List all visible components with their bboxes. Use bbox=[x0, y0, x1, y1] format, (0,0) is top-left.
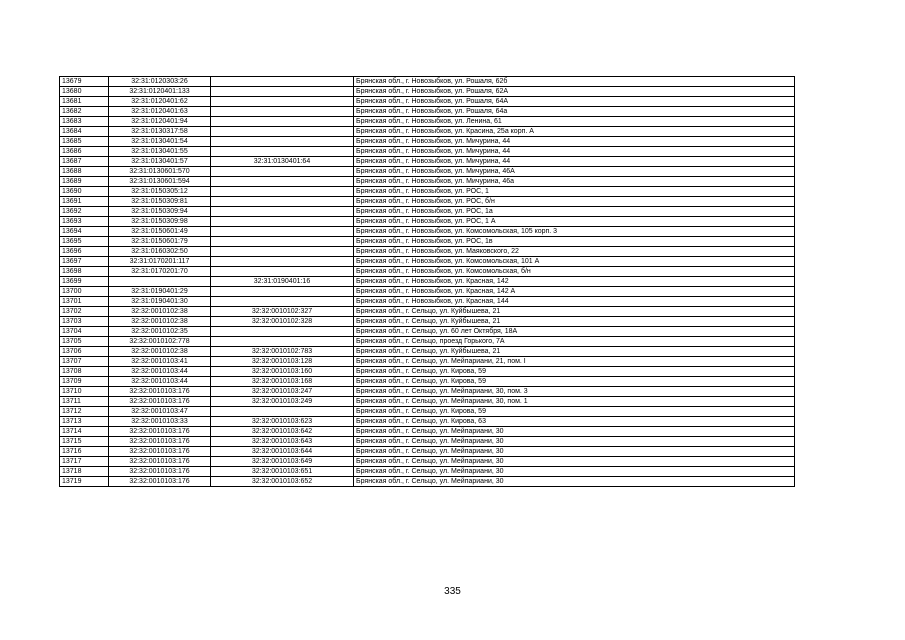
address-cell: Брянская обл., г. Новозыбков, ул. Рошаля, 64А bbox=[354, 97, 795, 107]
table-row bbox=[60, 257, 795, 267]
related-cadastral-number-cell bbox=[211, 77, 354, 87]
row-number-cell: 13717 bbox=[60, 457, 109, 467]
table-row bbox=[60, 327, 795, 337]
address-cell: Брянская обл., г. Сельцо, ул. Мейпариани, 30 bbox=[354, 437, 795, 447]
related-cadastral-number-cell bbox=[211, 327, 354, 337]
row-number-cell: 13711 bbox=[60, 397, 109, 407]
table-row bbox=[60, 457, 795, 467]
table-row bbox=[60, 387, 795, 397]
related-cadastral-number-cell: 32:32:0010103:247 bbox=[211, 387, 354, 397]
related-cadastral-number-cell bbox=[211, 237, 354, 247]
cadastral-number-cell: 32:31:0120401:62 bbox=[109, 97, 211, 107]
related-cadastral-number-cell bbox=[211, 227, 354, 237]
row-number-cell: 13690 bbox=[60, 187, 109, 197]
cadastral-number-cell bbox=[109, 277, 211, 287]
related-cadastral-number-cell bbox=[211, 297, 354, 307]
address-cell: Брянская обл., г. Сельцо, ул. Мейпариани, 30, пом. 1 bbox=[354, 397, 795, 407]
cadastral-number-cell: 32:32:0010103:176 bbox=[109, 477, 211, 487]
row-number-cell: 13694 bbox=[60, 227, 109, 237]
page-number: 335 bbox=[444, 586, 461, 597]
address-cell: Брянская обл., г. Сельцо, ул. Куйбышева, 21 bbox=[354, 317, 795, 327]
address-cell: Брянская обл., г. Сельцо, ул. Кирова, 59 bbox=[354, 377, 795, 387]
cadastral-number-cell: 32:31:0130317:58 bbox=[109, 127, 211, 137]
address-cell: Брянская обл., г. Сельцо, ул. Мейпариани, 30 bbox=[354, 427, 795, 437]
table-row bbox=[60, 157, 795, 167]
table-row bbox=[60, 277, 795, 287]
related-cadastral-number-cell: 32:32:0010103:249 bbox=[211, 397, 354, 407]
related-cadastral-number-cell bbox=[211, 177, 354, 187]
related-cadastral-number-cell: 32:32:0010103:643 bbox=[211, 437, 354, 447]
table-row bbox=[60, 307, 795, 317]
address-cell: Брянская обл., г. Сельцо, ул. Кирова, 63 bbox=[354, 417, 795, 427]
table-row bbox=[60, 317, 795, 327]
address-cell: Брянская обл., г. Новозыбков, ул. Красная, 142 bbox=[354, 277, 795, 287]
related-cadastral-number-cell bbox=[211, 127, 354, 137]
related-cadastral-number-cell: 32:32:0010102:783 bbox=[211, 347, 354, 357]
address-cell: Брянская обл., г. Новозыбков, ул. Рошаля, 62б bbox=[354, 77, 795, 87]
related-cadastral-number-cell: 32:32:0010103:168 bbox=[211, 377, 354, 387]
address-cell: Брянская обл., г. Сельцо, ул. Мейпариани, 30, пом. 3 bbox=[354, 387, 795, 397]
row-number-cell: 13716 bbox=[60, 447, 109, 457]
table-row bbox=[60, 227, 795, 237]
related-cadastral-number-cell bbox=[211, 167, 354, 177]
row-number-cell: 13681 bbox=[60, 97, 109, 107]
cadastral-number-cell: 32:32:0010103:33 bbox=[109, 417, 211, 427]
row-number-cell: 13686 bbox=[60, 147, 109, 157]
row-number-cell: 13700 bbox=[60, 287, 109, 297]
cadastral-number-cell: 32:31:0130601:570 bbox=[109, 167, 211, 177]
row-number-cell: 13695 bbox=[60, 237, 109, 247]
address-cell: Брянская обл., г. Сельцо, ул. Мейпариани, 30 bbox=[354, 477, 795, 487]
row-number-cell: 13688 bbox=[60, 167, 109, 177]
cadastral-number-cell: 32:32:0010102:38 bbox=[109, 347, 211, 357]
address-cell: Брянская обл., г. Сельцо, ул. Мейпариани, 21, пом. I bbox=[354, 357, 795, 367]
table-row bbox=[60, 127, 795, 137]
address-cell: Брянская обл., г. Новозыбков, ул. Мичурина, 46а bbox=[354, 177, 795, 187]
cadastral-number-cell: 32:32:0010103:176 bbox=[109, 437, 211, 447]
table-row bbox=[60, 147, 795, 157]
cadastral-number-cell: 32:31:0190401:29 bbox=[109, 287, 211, 297]
table-row bbox=[60, 187, 795, 197]
row-number-cell: 13687 bbox=[60, 157, 109, 167]
related-cadastral-number-cell: 32:32:0010103:651 bbox=[211, 467, 354, 477]
related-cadastral-number-cell bbox=[211, 207, 354, 217]
address-cell: Брянская обл., г. Новозыбков, ул. РОС, 1 А bbox=[354, 217, 795, 227]
related-cadastral-number-cell: 32:32:0010103:652 bbox=[211, 477, 354, 487]
related-cadastral-number-cell bbox=[211, 87, 354, 97]
address-cell: Брянская обл., г. Новозыбков, ул. Мичурина, 44 bbox=[354, 157, 795, 167]
address-cell: Брянская обл., г. Новозыбков, ул. РОС, 1в bbox=[354, 237, 795, 247]
row-number-cell: 13713 bbox=[60, 417, 109, 427]
cadastral-number-cell: 32:31:0150309:98 bbox=[109, 217, 211, 227]
address-cell: Брянская обл., г. Сельцо, ул. Куйбышева, 21 bbox=[354, 307, 795, 317]
related-cadastral-number-cell: 32:31:0130401:64 bbox=[211, 157, 354, 167]
address-cell: Брянская обл., г. Новозыбков, ул. РОС, 1 bbox=[354, 187, 795, 197]
address-cell: Брянская обл., г. Сельцо, ул. Мейпариани, 30 bbox=[354, 467, 795, 477]
row-number-cell: 13679 bbox=[60, 77, 109, 87]
row-number-cell: 13719 bbox=[60, 477, 109, 487]
table-row bbox=[60, 207, 795, 217]
row-number-cell: 13702 bbox=[60, 307, 109, 317]
related-cadastral-number-cell: 32:32:0010103:128 bbox=[211, 357, 354, 367]
related-cadastral-number-cell: 32:32:0010103:642 bbox=[211, 427, 354, 437]
cadastral-number-cell: 32:31:0120401:94 bbox=[109, 117, 211, 127]
related-cadastral-number-cell bbox=[211, 137, 354, 147]
cadastral-number-cell: 32:32:0010103:176 bbox=[109, 427, 211, 437]
row-number-cell: 13697 bbox=[60, 257, 109, 267]
row-number-cell: 13689 bbox=[60, 177, 109, 187]
table-row bbox=[60, 97, 795, 107]
row-number-cell: 13704 bbox=[60, 327, 109, 337]
row-number-cell: 13698 bbox=[60, 267, 109, 277]
row-number-cell: 13707 bbox=[60, 357, 109, 367]
related-cadastral-number-cell: 32:32:0010103:644 bbox=[211, 447, 354, 457]
row-number-cell: 13685 bbox=[60, 137, 109, 147]
address-cell: Брянская обл., г. Сельцо, ул. Мейпариани, 30 bbox=[354, 457, 795, 467]
row-number-cell: 13696 bbox=[60, 247, 109, 257]
related-cadastral-number-cell bbox=[211, 287, 354, 297]
cadastral-number-cell: 32:31:0150601:79 bbox=[109, 237, 211, 247]
table-row bbox=[60, 417, 795, 427]
address-cell: Брянская обл., г. Новозыбков, ул. Комсомольская, б/н bbox=[354, 267, 795, 277]
cadastral-number-cell: 32:31:0190401:30 bbox=[109, 297, 211, 307]
related-cadastral-number-cell: 32:31:0190401:16 bbox=[211, 277, 354, 287]
row-number-cell: 13691 bbox=[60, 197, 109, 207]
cadastral-number-cell: 32:32:0010102:38 bbox=[109, 317, 211, 327]
cadastral-number-cell: 32:32:0010103:176 bbox=[109, 387, 211, 397]
related-cadastral-number-cell: 32:32:0010103:160 bbox=[211, 367, 354, 377]
cadastral-number-cell: 32:31:0130401:57 bbox=[109, 157, 211, 167]
table-row bbox=[60, 377, 795, 387]
cadastral-number-cell: 32:31:0170201:117 bbox=[109, 257, 211, 267]
row-number-cell: 13701 bbox=[60, 297, 109, 307]
table-row bbox=[60, 267, 795, 277]
address-cell: Брянская обл., г. Сельцо, ул. Кирова, 59 bbox=[354, 367, 795, 377]
table-row bbox=[60, 217, 795, 227]
related-cadastral-number-cell bbox=[211, 337, 354, 347]
cadastral-number-cell: 32:32:0010103:176 bbox=[109, 457, 211, 467]
table-row bbox=[60, 117, 795, 127]
table-row bbox=[60, 357, 795, 367]
related-cadastral-number-cell bbox=[211, 197, 354, 207]
cadastral-number-cell: 32:31:0150601:49 bbox=[109, 227, 211, 237]
table-row bbox=[60, 247, 795, 257]
table-row bbox=[60, 337, 795, 347]
related-cadastral-number-cell bbox=[211, 147, 354, 157]
cadastral-number-cell: 32:32:0010103:176 bbox=[109, 447, 211, 457]
related-cadastral-number-cell bbox=[211, 267, 354, 277]
address-cell: Брянская обл., г. Новозыбков, ул. Мичурина, 44 bbox=[354, 147, 795, 157]
related-cadastral-number-cell: 32:32:0010102:327 bbox=[211, 307, 354, 317]
table-row bbox=[60, 447, 795, 457]
cadastral-number-cell: 32:32:0010102:778 bbox=[109, 337, 211, 347]
address-cell: Брянская обл., г. Сельцо, ул. 60 лет Октября, 18А bbox=[354, 327, 795, 337]
table-row bbox=[60, 107, 795, 117]
row-number-cell: 13683 bbox=[60, 117, 109, 127]
row-number-cell: 13709 bbox=[60, 377, 109, 387]
table-row bbox=[60, 77, 795, 87]
table-row bbox=[60, 177, 795, 187]
row-number-cell: 13682 bbox=[60, 107, 109, 117]
table-row bbox=[60, 137, 795, 147]
address-cell: Брянская обл., г. Сельцо, проезд Горького, 7А bbox=[354, 337, 795, 347]
row-number-cell: 13712 bbox=[60, 407, 109, 417]
row-number-cell: 13684 bbox=[60, 127, 109, 137]
address-cell: Брянская обл., г. Новозыбков, ул. Красная, 142 А bbox=[354, 287, 795, 297]
row-number-cell: 13699 bbox=[60, 277, 109, 287]
table-row bbox=[60, 287, 795, 297]
related-cadastral-number-cell bbox=[211, 407, 354, 417]
row-number-cell: 13703 bbox=[60, 317, 109, 327]
table-row bbox=[60, 167, 795, 177]
related-cadastral-number-cell bbox=[211, 217, 354, 227]
related-cadastral-number-cell: 32:32:0010103:623 bbox=[211, 417, 354, 427]
cadastral-number-cell: 32:32:0010102:38 bbox=[109, 307, 211, 317]
address-cell: Брянская обл., г. Новозыбков, ул. РОС, б/н bbox=[354, 197, 795, 207]
related-cadastral-number-cell bbox=[211, 187, 354, 197]
cadastral-number-cell: 32:32:0010103:47 bbox=[109, 407, 211, 417]
cadastral-number-cell: 32:31:0130401:55 bbox=[109, 147, 211, 157]
address-cell: Брянская обл., г. Новозыбков, ул. Рошаля, 62А bbox=[354, 87, 795, 97]
address-cell: Брянская обл., г. Новозыбков, ул. Красная, 144 bbox=[354, 297, 795, 307]
address-cell: Брянская обл., г. Сельцо, ул. Кирова, 59 bbox=[354, 407, 795, 417]
table-row bbox=[60, 477, 795, 487]
table-row bbox=[60, 437, 795, 447]
cadastral-number-cell: 32:32:0010102:35 bbox=[109, 327, 211, 337]
related-cadastral-number-cell: 32:32:0010102:328 bbox=[211, 317, 354, 327]
cadastral-number-cell: 32:31:0150309:94 bbox=[109, 207, 211, 217]
address-cell: Брянская обл., г. Новозыбков, ул. Красина, 25а корп. А bbox=[354, 127, 795, 137]
registry-table bbox=[59, 76, 795, 487]
table-row bbox=[60, 297, 795, 307]
registry-table-body bbox=[60, 77, 795, 487]
address-cell: Брянская обл., г. Новозыбков, ул. РОС, 1а bbox=[354, 207, 795, 217]
cadastral-number-cell: 32:31:0120303:26 bbox=[109, 77, 211, 87]
related-cadastral-number-cell: 32:32:0010103:649 bbox=[211, 457, 354, 467]
related-cadastral-number-cell bbox=[211, 97, 354, 107]
table-row bbox=[60, 397, 795, 407]
related-cadastral-number-cell bbox=[211, 107, 354, 117]
table-row bbox=[60, 467, 795, 477]
related-cadastral-number-cell bbox=[211, 117, 354, 127]
cadastral-number-cell: 32:31:0150305:12 bbox=[109, 187, 211, 197]
table-row bbox=[60, 87, 795, 97]
cadastral-number-cell: 32:31:0130401:54 bbox=[109, 137, 211, 147]
table-row bbox=[60, 427, 795, 437]
cadastral-number-cell: 32:32:0010103:44 bbox=[109, 367, 211, 377]
address-cell: Брянская обл., г. Новозыбков, ул. Рошаля, 64а bbox=[354, 107, 795, 117]
row-number-cell: 13680 bbox=[60, 87, 109, 97]
row-number-cell: 13706 bbox=[60, 347, 109, 357]
table-row bbox=[60, 347, 795, 357]
row-number-cell: 13692 bbox=[60, 207, 109, 217]
address-cell: Брянская обл., г. Новозыбков, ул. Комсомольская, 101 А bbox=[354, 257, 795, 267]
address-cell: Брянская обл., г. Новозыбков, ул. Ленина, 61 bbox=[354, 117, 795, 127]
address-cell: Брянская обл., г. Новозыбков, ул. Мичурина, 46А bbox=[354, 167, 795, 177]
table-row bbox=[60, 407, 795, 417]
address-cell: Брянская обл., г. Новозыбков, ул. Комсомольская, 105 корп. 3 bbox=[354, 227, 795, 237]
cadastral-number-cell: 32:32:0010103:176 bbox=[109, 397, 211, 407]
address-cell: Брянская обл., г. Новозыбков, ул. Маяковского, 22 bbox=[354, 247, 795, 257]
row-number-cell: 13693 bbox=[60, 217, 109, 227]
row-number-cell: 13715 bbox=[60, 437, 109, 447]
cadastral-number-cell: 32:31:0160302:50 bbox=[109, 247, 211, 257]
related-cadastral-number-cell bbox=[211, 247, 354, 257]
cadastral-number-cell: 32:31:0170201:70 bbox=[109, 267, 211, 277]
row-number-cell: 13708 bbox=[60, 367, 109, 377]
address-cell: Брянская обл., г. Сельцо, ул. Мейпариани, 30 bbox=[354, 447, 795, 457]
row-number-cell: 13714 bbox=[60, 427, 109, 437]
cadastral-number-cell: 32:31:0150309:81 bbox=[109, 197, 211, 207]
table-row bbox=[60, 237, 795, 247]
cadastral-number-cell: 32:31:0130601:594 bbox=[109, 177, 211, 187]
cadastral-number-cell: 32:31:0120401:63 bbox=[109, 107, 211, 117]
cadastral-number-cell: 32:31:0120401:133 bbox=[109, 87, 211, 97]
table-row bbox=[60, 197, 795, 207]
table-row bbox=[60, 367, 795, 377]
address-cell: Брянская обл., г. Новозыбков, ул. Мичурина, 44 bbox=[354, 137, 795, 147]
cadastral-number-cell: 32:32:0010103:41 bbox=[109, 357, 211, 367]
row-number-cell: 13710 bbox=[60, 387, 109, 397]
row-number-cell: 13718 bbox=[60, 467, 109, 477]
address-cell: Брянская обл., г. Сельцо, ул. Куйбышева, 21 bbox=[354, 347, 795, 357]
related-cadastral-number-cell bbox=[211, 257, 354, 267]
cadastral-number-cell: 32:32:0010103:44 bbox=[109, 377, 211, 387]
row-number-cell: 13705 bbox=[60, 337, 109, 347]
cadastral-number-cell: 32:32:0010103:176 bbox=[109, 467, 211, 477]
